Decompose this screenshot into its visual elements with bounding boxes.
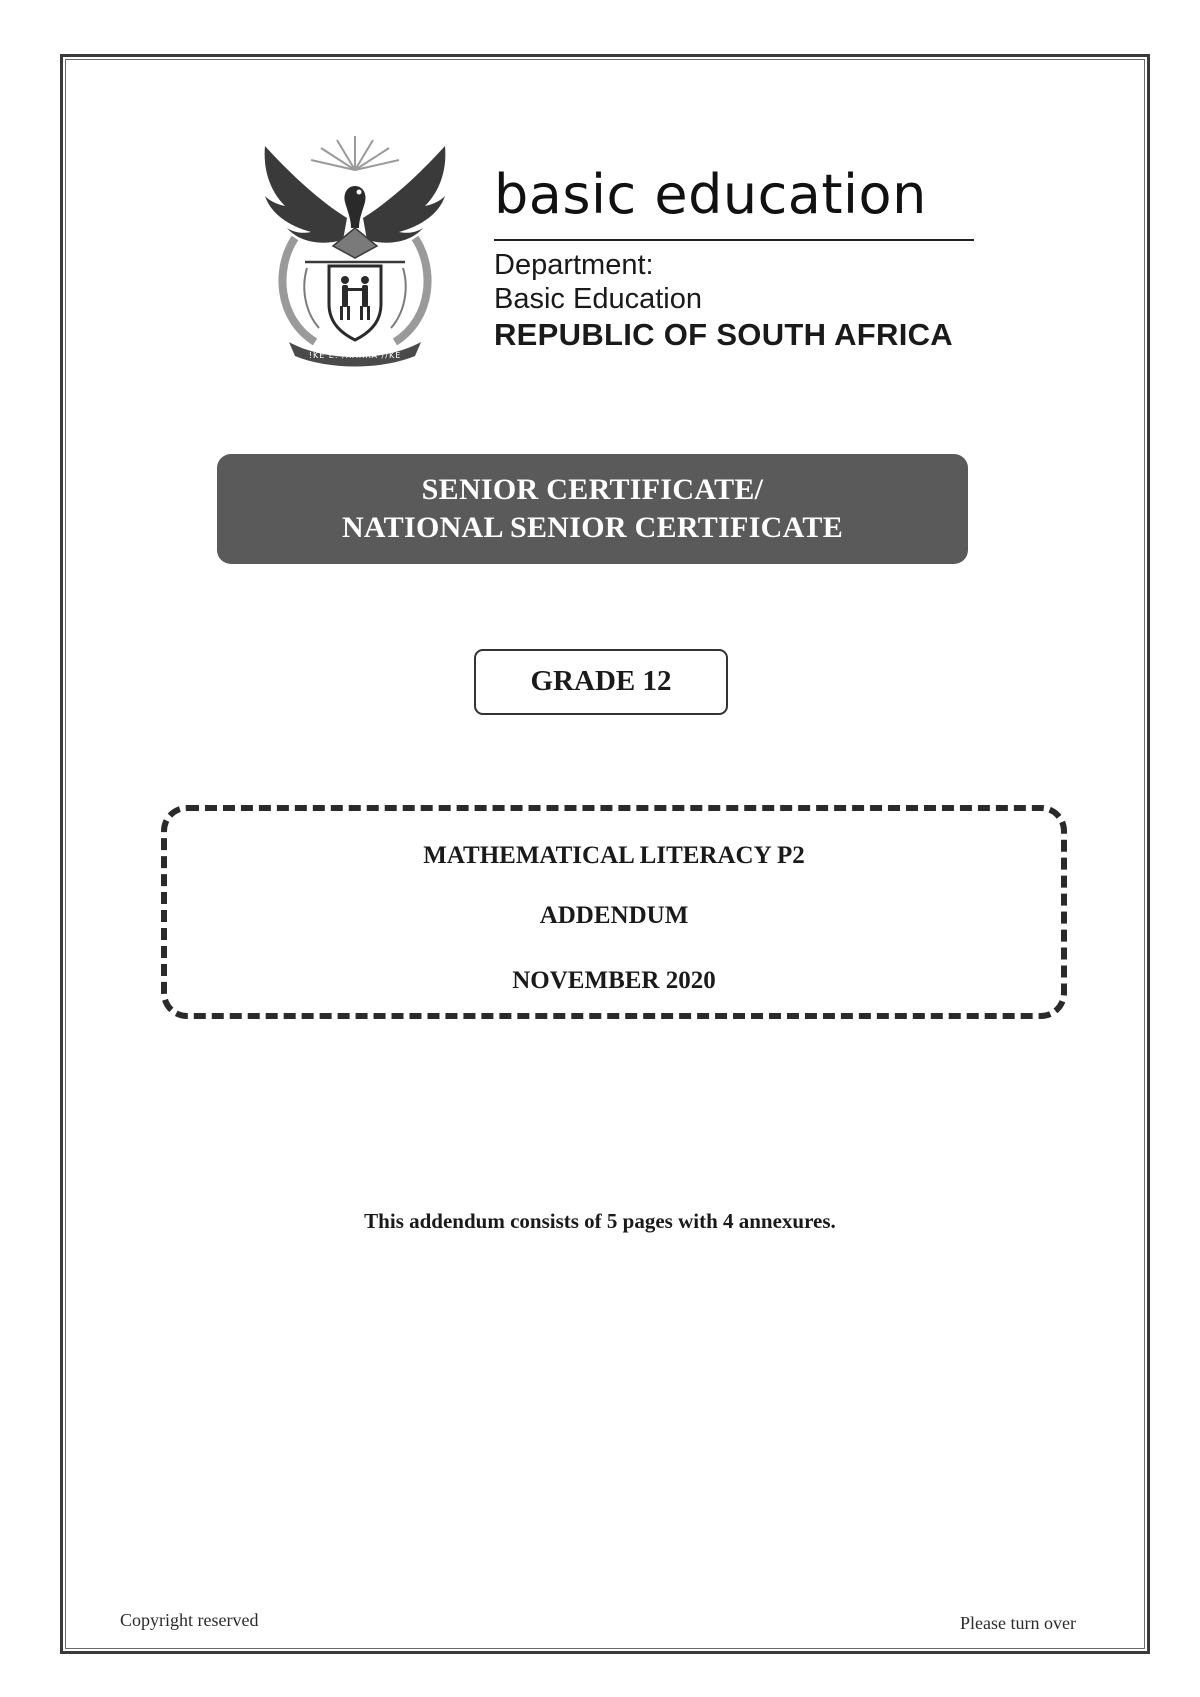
certificate-line-1: SENIOR CERTIFICATE/ (421, 473, 764, 506)
department-name: Basic Education (494, 283, 702, 315)
copyright-notice: Copyright reserved (120, 1610, 259, 1630)
brand-divider (494, 239, 974, 241)
shield-icon (329, 266, 381, 340)
country-name: REPUBLIC OF SOUTH AFRICA (494, 317, 953, 352)
left-wing-icon (265, 146, 347, 243)
exam-session: NOVEMBER 2020 (512, 967, 716, 994)
grade-box: GRADE 12 (474, 649, 728, 715)
secretary-bird-icon (344, 186, 365, 228)
subject-part: ADDENDUM (539, 902, 689, 929)
subject-box (161, 805, 1067, 1019)
sun-rays-icon (311, 136, 399, 170)
department-label: Department: (494, 249, 654, 281)
crest-motto: !KE E: /XARRA //KE (308, 351, 402, 360)
brand-title: basic education (494, 163, 927, 226)
certificate-banner (217, 454, 968, 564)
turn-over-notice: Please turn over (960, 1613, 1076, 1633)
right-wing-icon (363, 146, 445, 243)
coat-of-arms-logo (255, 128, 455, 368)
certificate-line-2: NATIONAL SENIOR CERTIFICATE (341, 511, 844, 544)
subject-title: MATHEMATICAL LITERACY P2 (423, 842, 805, 869)
page-count-note: This addendum consists of 5 pages with 4 annexures. (364, 1209, 836, 1233)
